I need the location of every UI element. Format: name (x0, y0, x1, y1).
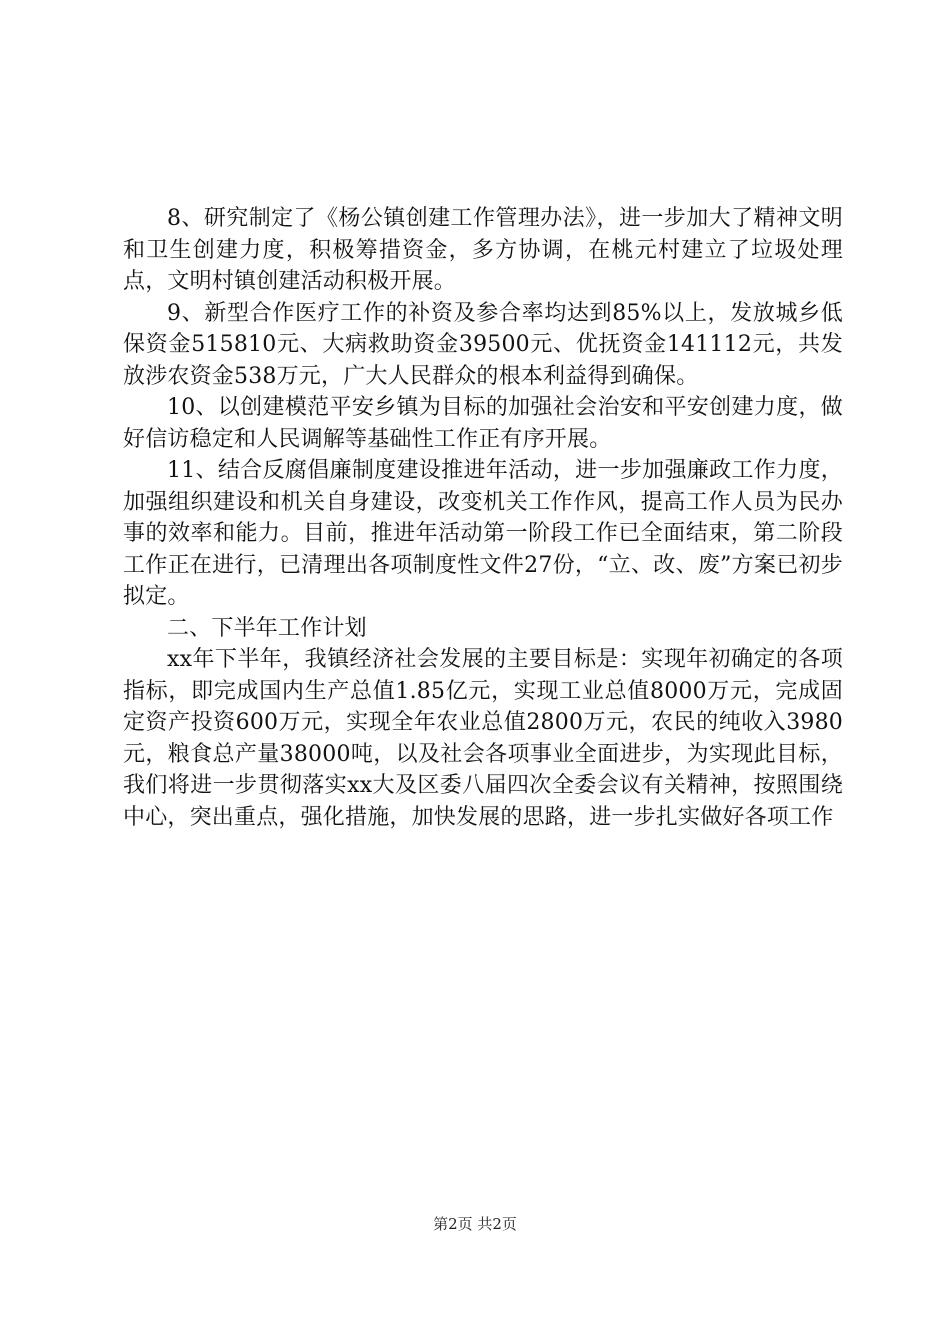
paragraph-item-10: 10、以创建模范平安乡镇为目标的加强社会治安和平安创建力度，做好信访稳定和人民调解等基础性工作正有序开展。 (123, 395, 843, 452)
paragraph-item-11: 11、结合反腐倡廉制度建设推进年活动，进一步加强廉政工作力度，加强组织建设和机关自身建设，改变机关工作作风，提高工作人员为民办事的效率和能力。目前，推进年活动第一阶段工作已全面结束，第二阶段工作正在进行，已清理出各项制度性文件27份，“立、改、废”方案已初步拟定。 (123, 458, 843, 609)
section-heading-plan: 二、下半年工作计划 (167, 615, 367, 641)
paragraph-item-8: 8、研究制定了《杨公镇创建工作管理办法》，进一步加大了精神文明和卫生创建力度，积极筹措资金，多方协调，在桃元村建立了垃圾处理点，文明村镇创建活动积极开展。 (123, 206, 843, 294)
paragraph-plan-goals: xx年下半年，我镇经济社会发展的主要目标是：实现年初确定的各项指标，即完成国内生产总值1.85亿元，实现工业总值8000万元，完成固定资产投资600万元，实现全年农业总值2800万元，农民的纯收入3980元，粮食总产量38000吨，以及社会各项事业全面进步，为实现此目标，我们将进一步贯彻落实xx大及区委八届四次全委会议有关精神，按照围绕中心，突出重点，强化措施，加快发展的思路，进一步扎实做好各项工作 (123, 647, 843, 830)
paragraph-item-9: 9、新型合作医疗工作的补资及参合率均达到85%以上，发放城乡低保资金515810元、大病救助资金39500元、优抚资金141112元，共发放涉农资金538万元，广大人民群众的根本利益得到确保。 (123, 300, 843, 389)
page-number-footer: 第2页 共2页 (433, 1215, 517, 1233)
document-body (123, 203, 843, 833)
